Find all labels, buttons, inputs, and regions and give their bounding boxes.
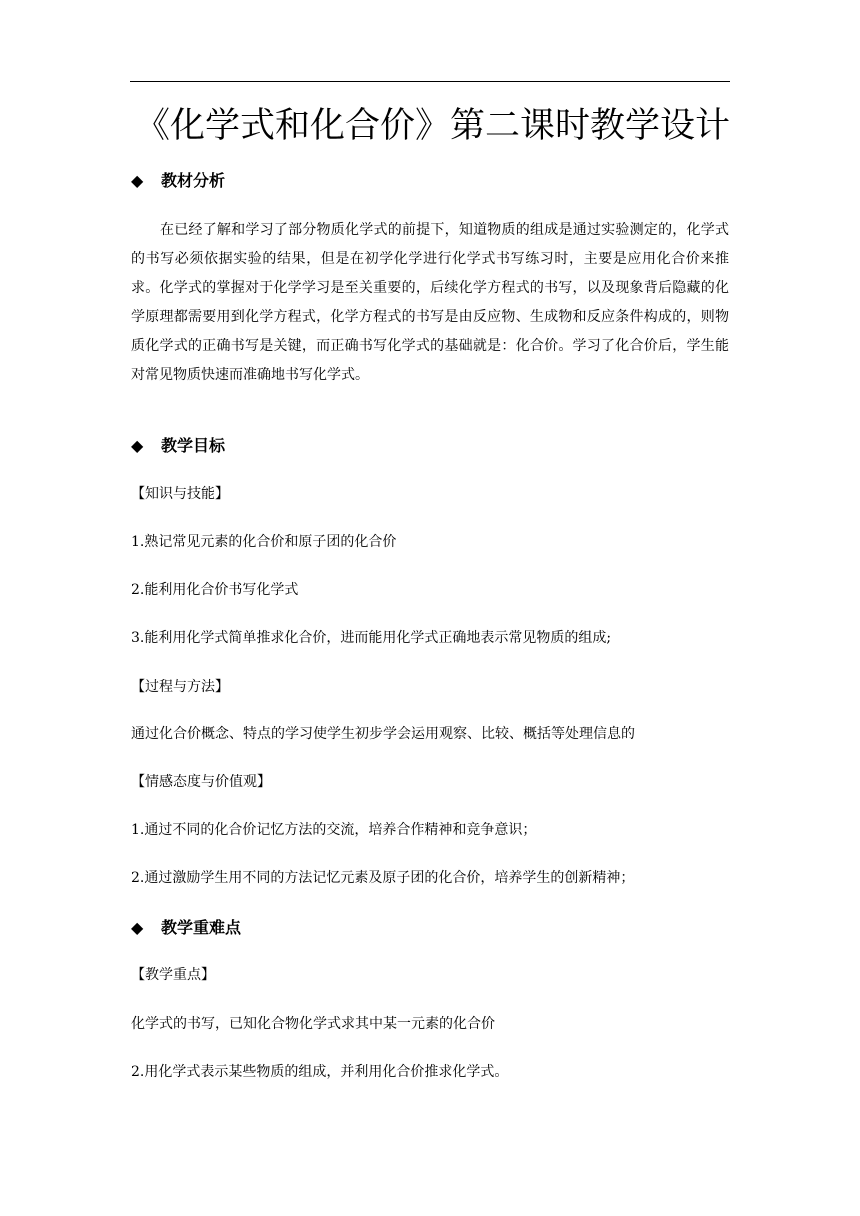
diamond-bullet-icon: ◆ xyxy=(131,436,144,455)
header-rule xyxy=(130,81,730,82)
document-title: 《化学式和化合价》第二课时教学设计 xyxy=(134,106,730,146)
section-heading-key-points xyxy=(131,915,241,941)
section-heading-label: 教学目标 xyxy=(161,436,226,455)
emotion-item: 1.通过不同的化合价记忆方法的交流，培养合作精神和竞争意识； xyxy=(131,822,537,838)
process-text: 通过化合价概念、特点的学习使学生初步学会运用观察、比较、概括等处理信息的 xyxy=(131,726,635,742)
knowledge-item: 1.熟记常见元素的化合价和原子团的化合价 xyxy=(131,534,397,550)
section-heading-label: 教学重难点 xyxy=(161,918,242,937)
knowledge-item: 2.能利用化合价书写化学式 xyxy=(131,582,299,598)
knowledge-heading: 【知识与技能】 xyxy=(131,486,229,502)
emotion-heading: 【情感态度与价值观】 xyxy=(131,774,271,790)
key-point-item: 化学式的书写，已知化合物化学式求其中某一元素的化合价 xyxy=(131,1016,495,1032)
section-heading-analysis xyxy=(131,168,225,194)
process-heading: 【过程与方法】 xyxy=(131,679,229,695)
key-points-heading: 【教学重点】 xyxy=(131,967,215,983)
section-heading-label: 教材分析 xyxy=(161,171,226,190)
key-point-item: 2.用化学式表示某些物质的组成，并利用化合价推求化学式。 xyxy=(131,1064,509,1080)
emotion-item: 2.通过激励学生用不同的方法记忆元素及原子团的化合价，培养学生的创新精神； xyxy=(131,870,635,886)
analysis-paragraph: 在已经了解和学习了部分物质化学式的前提下，知道物质的组成是通过实验测定的，化学式的书写必须依据实验的结果，但是在初学化学进行化学式书写练习时，主要是应用化合价来推求。化学式的掌握对于化学学习是至关重要的，后续化学方程式的书写，以及现象背后隐藏的化学原理都需要用到化学方程式，化学方程式的书写是由反应物、生成物和反应条件构成的，则物质化学式的正确书写是关键，而正确书写化学式的基础就是：化合价。学习了化合价后，学生能对常见物质快速而准确地书写化学式。 xyxy=(131,222,729,383)
diamond-bullet-icon: ◆ xyxy=(131,918,144,937)
diamond-bullet-icon: ◆ xyxy=(131,171,144,190)
knowledge-item: 3.能利用化学式简单推求化合价，进而能用化学式正确地表示常见物质的组成; xyxy=(131,630,612,646)
section-heading-objectives xyxy=(131,433,225,459)
